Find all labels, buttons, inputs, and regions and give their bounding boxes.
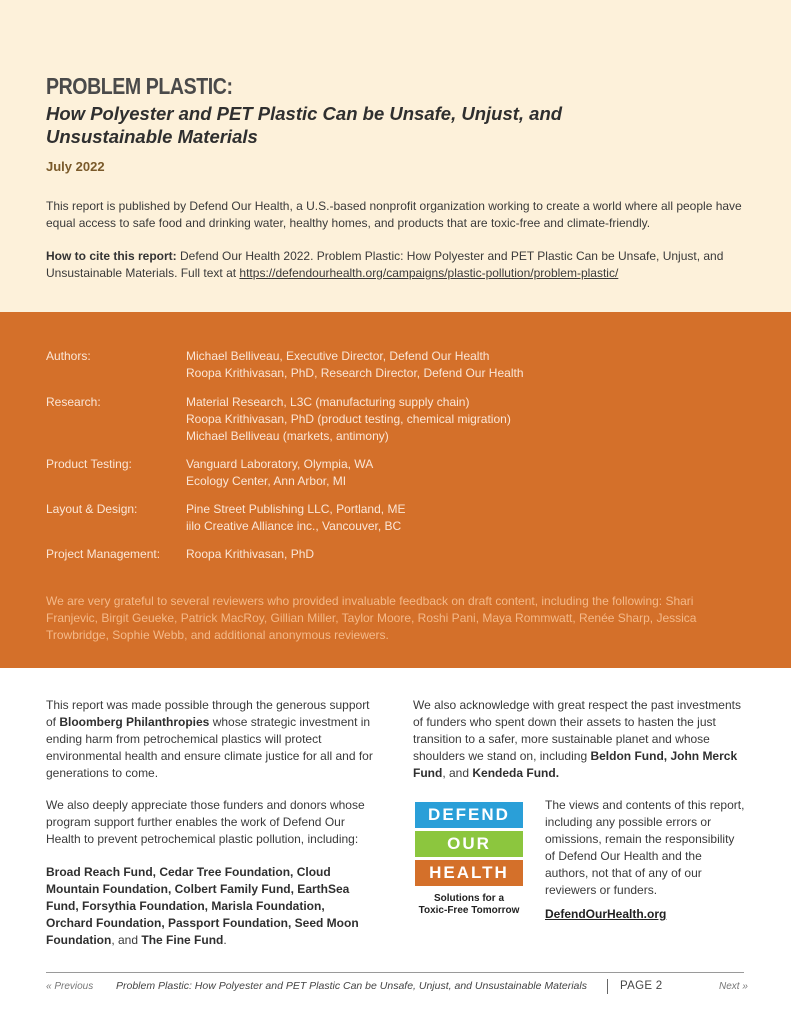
credit-value: Roopa Krithivasan, PhD (product testing, chemical migration)	[186, 412, 511, 426]
logo-word-defend: DEFEND	[415, 802, 523, 828]
funding-text: .	[223, 933, 227, 947]
credit-label: Layout & Design:	[46, 502, 138, 516]
funder-name: Kendeda Fund.	[472, 766, 560, 780]
disclaimer-paragraph: The views and contents of this report, including any possible errors or omissions, remain the responsibility of Defend Our Health and the authors, not that of any of our reviewers or funders.	[545, 798, 745, 897]
previous-link[interactable]: « Previous	[46, 981, 94, 992]
funding-text: , and	[442, 766, 473, 780]
footer-title: Problem Plastic: How Polyester and PET Plastic Can be Unsafe, Unjust, and Unsustainable Materials	[116, 980, 587, 992]
report-date: July 2022	[46, 159, 105, 174]
credit-value: Material Research, L3C (manufacturing supply chain)	[186, 395, 470, 409]
funder-names: Beldon Fund, John Merck Fund	[413, 749, 738, 780]
footer-divider	[46, 972, 744, 973]
credit-value: Michael Belliveau (markets, antimony)	[186, 429, 389, 443]
logo-tagline-line: Toxic-Free Tomorrow	[418, 905, 520, 916]
credit-value: iilo Creative Alliance inc., Vancouver, BC	[186, 519, 402, 533]
credit-label: Authors:	[46, 349, 91, 363]
funding-text: whose strategic investment in ending harm from petrochemical plastics will protect environmental health and ensure climate justice for all and for generations to come.	[46, 715, 373, 780]
funder-names: Broad Reach Fund, Cedar Tree Foundation, Cloud Mountain Foundation, Colbert Family Fund, EarthSea Fund, Forsythia Foundation, Marisla Foundation, Orchard Foundation, Passport Foundation, Seed Moon Foundation	[46, 865, 359, 947]
defend-our-health-logo	[415, 802, 523, 917]
page-number: PAGE 2	[620, 980, 663, 992]
report-subtitle: How Polyester and PET Plastic Can be Unsafe, Unjust, and Unsustainable Materials	[46, 103, 563, 147]
credits-section	[0, 312, 791, 668]
logo-word-health: HEALTH	[415, 860, 523, 886]
past-funders-paragraph	[413, 697, 748, 782]
logo-word-our: OUR	[415, 831, 523, 857]
funding-text: We also acknowledge with great respect the past investments of funders who spent down their assets to hasten the just transition to a safer, more sustainable planet and whose shoulders we stand on, including	[413, 698, 741, 763]
credit-value: Vanguard Laboratory, Olympia, WA	[186, 457, 374, 471]
footer-separator	[607, 979, 608, 994]
funding-text: This report was made possible through the generous support of	[46, 698, 370, 729]
credit-value: Ecology Center, Ann Arbor, MI	[186, 474, 347, 488]
logo-tagline-line: Solutions for a	[434, 893, 504, 904]
next-link[interactable]: Next »	[719, 981, 748, 992]
funder-name: Bloomberg Philanthropies	[59, 715, 210, 729]
citation-paragraph	[46, 248, 746, 282]
credit-value: Michael Belliveau, Executive Director, Defend Our Health	[186, 349, 490, 363]
header-section	[0, 0, 791, 312]
citation-label: How to cite this report:	[46, 249, 177, 263]
citation-text: Defend Our Health 2022. Problem Plastic: How Polyester and PET Plastic Can be Unsafe, Unjust, and Unsustainable Materials. Full text at	[46, 249, 724, 280]
funder-name: The Fine Fund	[141, 933, 224, 947]
reviewers-acknowledgment: We are very grateful to several reviewers who provided invaluable feedback on draft content, including the following: Shari Franjevic, Birgit Geueke, Patrick MacRoy, Gillian Miller, Taylor Moore, Roshi Pani, Maya Rommwatt, Renée Sharp, Jessica Trowbridge, Sophie Webb, and additional anonymous reviewers.	[46, 594, 697, 642]
credit-value: Pine Street Publishing LLC, Portland, ME	[186, 502, 406, 516]
citation-link[interactable]: https://defendourhealth.org/campaigns/plastic-pollution/problem-plastic/	[239, 266, 619, 280]
funders-list	[46, 864, 366, 949]
website-link[interactable]: DefendOurHealth.org	[545, 907, 667, 921]
credit-value: Roopa Krithivasan, PhD	[186, 547, 315, 561]
credit-label: Project Management:	[46, 547, 161, 561]
funding-paragraph-1	[46, 697, 381, 782]
credit-value: Roopa Krithivasan, PhD, Research Director, Defend Our Health	[186, 366, 524, 380]
credit-label: Research:	[46, 395, 101, 409]
funding-text: , and	[111, 933, 142, 947]
report-title: PROBLEM PLASTIC:	[46, 73, 233, 99]
credit-label: Product Testing:	[46, 457, 132, 471]
logo-tagline	[415, 893, 523, 917]
intro-paragraph: This report is published by Defend Our Health, a U.S.-based nonprofit organization working to create a world where all people have equal access to safe food and drinking water, healthy homes, and products that are toxic-free and climate-friendly.	[46, 199, 742, 230]
funding-paragraph-2: We also deeply appreciate those funders and donors whose program support further enables the work of Defend Our Health to prevent petrochemical plastic pollution, including:	[46, 798, 365, 846]
